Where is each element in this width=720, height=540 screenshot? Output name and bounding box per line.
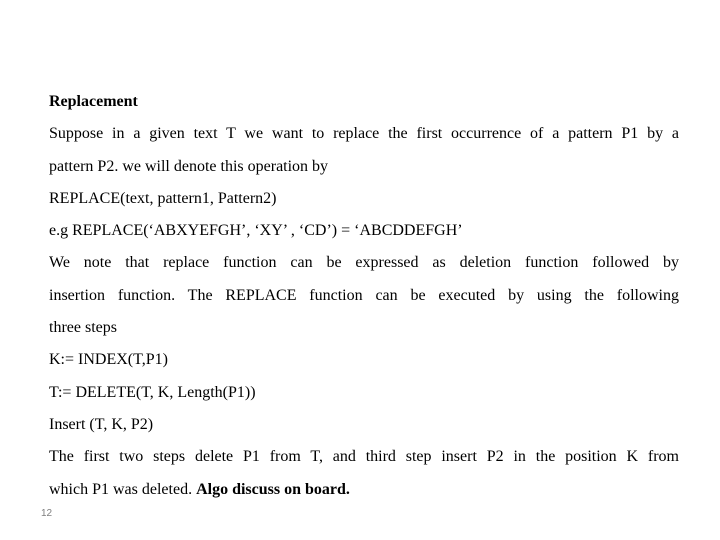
paragraph-text: which P1 was deleted. (49, 480, 197, 498)
paragraph-last-line (49, 474, 679, 506)
step-delete: T:= DELETE(T, K, Length(P1)) (49, 383, 256, 401)
step-insert: Insert (T, K, P2) (49, 415, 154, 433)
slide-heading: Replacement (49, 93, 138, 110)
paragraph-line: insertion function. The REPLACE function can be executed by using the following (49, 286, 679, 304)
paragraph-line: We note that replace function can be expressed as deletion function followed by (49, 254, 679, 272)
paragraph-line: Suppose in a given text T we want to replace the first occurrence of a pattern P1 by a (49, 125, 679, 143)
paragraph-line: pattern P2. we will denote this operation by (49, 157, 329, 175)
replace-syntax: REPLACE(text, pattern1, Pattern2) (49, 189, 277, 207)
slide-content (49, 86, 679, 506)
paragraph-line: three steps (49, 319, 117, 337)
bold-note: Algo discuss on board. (196, 480, 350, 498)
page-number: 12 (41, 508, 53, 519)
replace-example: e.g REPLACE(‘ABXYEFGH’, ‘XY’ , ‘CD’) = ‘ABCDDEFGH’ (49, 222, 463, 240)
paragraph-line: The first two steps delete P1 from T, and third step insert P2 in the position K from (49, 448, 679, 466)
step-index: K:= INDEX(T,P1) (49, 351, 168, 369)
